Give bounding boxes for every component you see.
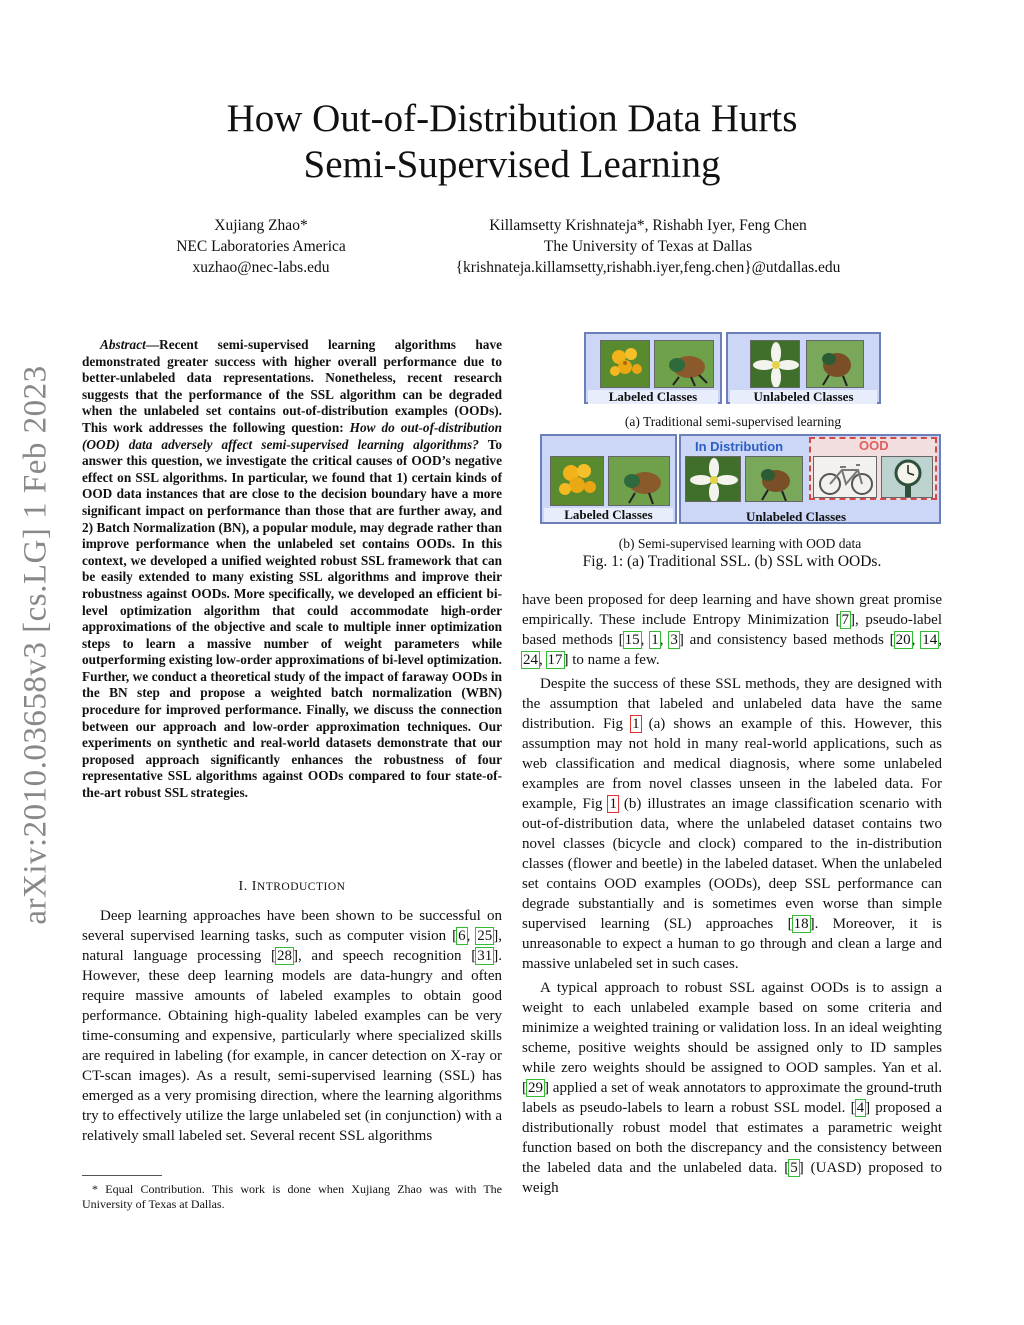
text-span: ] and consistency based methods [	[678, 632, 895, 648]
abstract-dash: —	[145, 337, 160, 352]
yellow-flower-icon	[551, 457, 604, 506]
author-affiliation: The University of Texas at Dallas	[543, 238, 753, 255]
text-span: (a) shows an example of this. However, this assumption may not hold in many real-world applications, such as web classification and medical diagnosis, where some unlabeled examples are from novel classes unseen in the labeled data. For example, Fig	[522, 716, 942, 812]
beetle-photo	[806, 340, 864, 388]
beetle-photo	[608, 456, 670, 506]
section-title-first: I	[251, 879, 257, 894]
author-block-2	[432, 215, 864, 278]
text-span: ] proposed a distributionally robust model that estimates a parametric weight function based on both the discrepancy and the consistency between the labeled data and the unlabeled data. [	[522, 1100, 942, 1176]
citation-link[interactable]: 29	[528, 1080, 543, 1096]
arxiv-sidebar	[14, 360, 58, 930]
text-span: ] (UASD) proposed to weigh	[522, 1160, 942, 1196]
citation-link[interactable]: 18	[793, 916, 809, 932]
beetle-icon	[807, 341, 864, 388]
author-names: Killamsetty Krishnateja*, Rishabh Iyer, Feng Chen	[489, 217, 807, 234]
figure-a-labeled-panel	[584, 332, 722, 404]
white-flower-icon	[751, 341, 800, 388]
beetle-photo	[654, 340, 714, 388]
abstract-text-1: Recent semi-supervised learning algorithms have demonstrated greater success with higher overall performance due to better-unlabeled data representations. Nonetheless, recent research suggests that the performance of the SSL algorithm can be degraded when the unlabeled set contains out-of-distribution examples (OODs). This work addresses the following question:	[82, 337, 502, 435]
text-span: ,	[938, 632, 942, 648]
beetle-photo	[745, 456, 803, 502]
ood-label: OOD	[859, 438, 889, 453]
abstract-text-2: To answer this question, we investigate the critical causes of OOD’s negative effect on SSL algorithms. In particular, we found that 1) certain kinds of OOD data instances that are close to the decision boundary have a more significant impact on performance than those that are further away, and 2) Batch Normalization (BN), a popular module, may degrade rather than improve performance when the unlabeled set contains OODs. In this context, we developed a unified weighted robust SSL framework that can be easily extended to many existing SSL algorithms and improve their robustness against OODs. More specifically, we developed an efficient bi-level optimization algorithm that could accommodate high-order approximations of the objective and scale to multiple inner optimization steps to learn a massive number of weight parameters while outperforming existing low-order approximations of bi-level optimization. Further, we conduct a theoretical study of the impact of faraway OODs in the BN step and propose a weighted batch normalization (WBN) procedure for improved performance. Finally, we discuss the connection between our approach and low-order approximation techniques. Our experiments on synthetic and real-world datasets demonstrate that our proposed approach significantly enhances the robustness of four representative SSL algorithms against OODs compared to four state-of-the-art robust SSL strategies.	[82, 436, 502, 801]
beetle-icon	[609, 457, 670, 506]
text-span: ,	[640, 632, 651, 648]
bicycle-photo	[813, 456, 877, 498]
text-span: (b) illustrates an image classification scenario with out-of-distribution data, where the unlabeled dataset contains two novel classes (bicycle and clock) compared to the in-distribution classes (flower and beetle) in the labeled dataset. When the unlabeled set contains OOD examples (OODs), deep SSL performance can degrade substantially and is sometimes even worse than simple supervised learning (SL) approaches [	[522, 796, 942, 932]
figure-1-caption: Fig. 1: (a) Traditional SSL. (b) SSL with OODs.	[582, 553, 882, 570]
clock-photo	[881, 456, 933, 498]
intro-left-column	[82, 906, 502, 1150]
author-email: {krishnateja.killamsetty,rishabh.iyer,feng.chen}@utdallas.edu	[455, 259, 841, 276]
text-span: ] applied a set of weak annotators to approximate the ground-truth labels as pseudo-labels to learn a robust SSL model. [	[522, 1080, 942, 1116]
author-affiliation: NEC Laboratories America	[176, 238, 346, 255]
beetle-icon	[655, 341, 714, 388]
clock-icon	[882, 457, 933, 498]
citation-link[interactable]: 25	[477, 928, 493, 944]
figure-link[interactable]: 1	[632, 716, 640, 732]
intro-right-column	[522, 590, 942, 1202]
citation-link[interactable]: 31	[477, 948, 493, 964]
text-span: ], and speech recognition [	[292, 948, 477, 964]
text-span: A typical approach to robust SSL against OODs is to assign a weight to each unlabeled example based on some criteria and minimize a weighted training or validation loss. In an ideal weighting scheme, positive weights should be assigned only to ID samples while zero weights should be assigned to OOD samples. Yan et al. [	[522, 980, 942, 1096]
figure-a-labeled-label: Labeled Classes	[588, 390, 718, 404]
figure-b-labeled-panel	[540, 434, 677, 524]
title-line-2: Semi-Supervised Learning	[303, 143, 721, 186]
intro-paragraph-3	[522, 674, 942, 974]
citation-link[interactable]: 5	[790, 1160, 798, 1176]
citation-link[interactable]: 1	[651, 632, 659, 648]
yellow-flower-icon	[601, 341, 650, 388]
citation-link[interactable]: 6	[458, 928, 466, 944]
arxiv-identifier: arXiv:2010.03658v3 [cs.LG] 1 Feb 2023	[17, 365, 54, 925]
figure-a-unlabeled-label: Unlabeled Classes	[730, 390, 877, 404]
text-span: Despite the success of these SSL methods, they are designed with the assumption that labeled and unlabeled data have the same distribution. Fig	[522, 676, 942, 732]
figure-b-unlabeled-panel	[679, 434, 941, 524]
intro-paragraph-4	[522, 978, 942, 1198]
text-span: Deep learning approaches have been shown to be successful on several supervised learning tasks, such as computer vision [	[82, 908, 502, 944]
citation-link[interactable]: 3	[670, 632, 678, 648]
author-names: Xujiang Zhao*	[214, 217, 308, 234]
title-line-1: How Out-of-Distribution Data Hurts	[226, 97, 798, 140]
citation-link[interactable]: 28	[276, 948, 292, 964]
figure-link[interactable]: 1	[609, 796, 617, 812]
text-span: ]. However, these deep learning models are data-hungry and often require massive amounts of labeled examples to obtain good performance. Obtaining high-quality labeled examples can be very time-consuming and expensive, particularly where specialized skills are required in labeling (for example, in cancer detection on X-ray or CT-scan images). As a result, semi-supervised learning (SSL) has emerged as a very promising direction, where the learning algorithms try to effectively utilize the large unlabeled set (in conjunction) with a relatively small labeled set. Several recent SSL algorithms	[82, 948, 502, 1144]
intro-paragraph-2	[522, 590, 942, 670]
figure-a-caption: (a) Traditional semi-supervised learning	[624, 414, 842, 429]
text-span: have been proposed for deep learning and have shown great promise empirically. These include Entropy Minimization [	[522, 592, 942, 628]
flower-photo	[550, 456, 604, 506]
abstract	[82, 337, 502, 802]
footnote: * Equal Contribution. This work is done when Xujiang Zhao was with The University of Texas at Dallas.	[82, 1182, 502, 1211]
text-span: ] to name a few.	[563, 652, 660, 668]
white-flower-photo	[750, 340, 800, 388]
beetle-icon	[746, 457, 803, 502]
abstract-lead: Abstract	[100, 337, 146, 352]
figure-a-unlabeled-panel	[726, 332, 881, 404]
bicycle-icon	[814, 457, 877, 498]
citation-link[interactable]: 24	[523, 652, 538, 668]
figure-b-labeled-label: Labeled Classes	[544, 508, 673, 522]
text-span: ,	[659, 632, 670, 648]
intro-paragraph-1	[82, 906, 502, 1146]
section-title-rest: NTRODUCTION	[256, 881, 346, 893]
flower-photo	[600, 340, 650, 388]
text-span: ,	[539, 652, 547, 668]
citation-link[interactable]: 20	[895, 632, 911, 648]
text-span: ], natural language processing [	[82, 928, 503, 964]
figure-b-unlabeled-label: Unlabeled Classes	[745, 509, 847, 524]
citation-link[interactable]: 15	[624, 632, 640, 648]
citation-link[interactable]: 14	[922, 632, 938, 648]
text-span: ,	[466, 928, 477, 944]
text-span: ]. Moreover, it is unreasonable to expect a human to go through and clean a large and massive unlabeled set in such cases.	[522, 916, 942, 972]
footnote-rule	[82, 1175, 162, 1176]
text-span: ], pseudo-label based methods [	[522, 612, 942, 648]
figure-b-caption: (b) Semi-supervised learning with OOD data	[618, 536, 862, 551]
abstract-question: How do out-of-distribution (OOD) data adversely affect semi-supervised learning algorithms?	[82, 419, 502, 452]
author-email: xuzhao@nec-labs.edu	[192, 259, 330, 276]
in-distribution-label: In Distribution	[695, 439, 784, 454]
text-span: ,	[911, 632, 922, 648]
section-heading-introduction	[82, 879, 502, 895]
author-block-1	[120, 215, 402, 278]
section-number: I.	[238, 879, 248, 894]
white-flower-photo	[685, 456, 741, 502]
paper-title	[100, 96, 924, 188]
citation-link[interactable]: 17	[547, 652, 563, 668]
citation-link[interactable]: 7	[841, 612, 850, 628]
citation-link[interactable]: 4	[856, 1100, 865, 1116]
white-flower-icon	[686, 457, 741, 502]
